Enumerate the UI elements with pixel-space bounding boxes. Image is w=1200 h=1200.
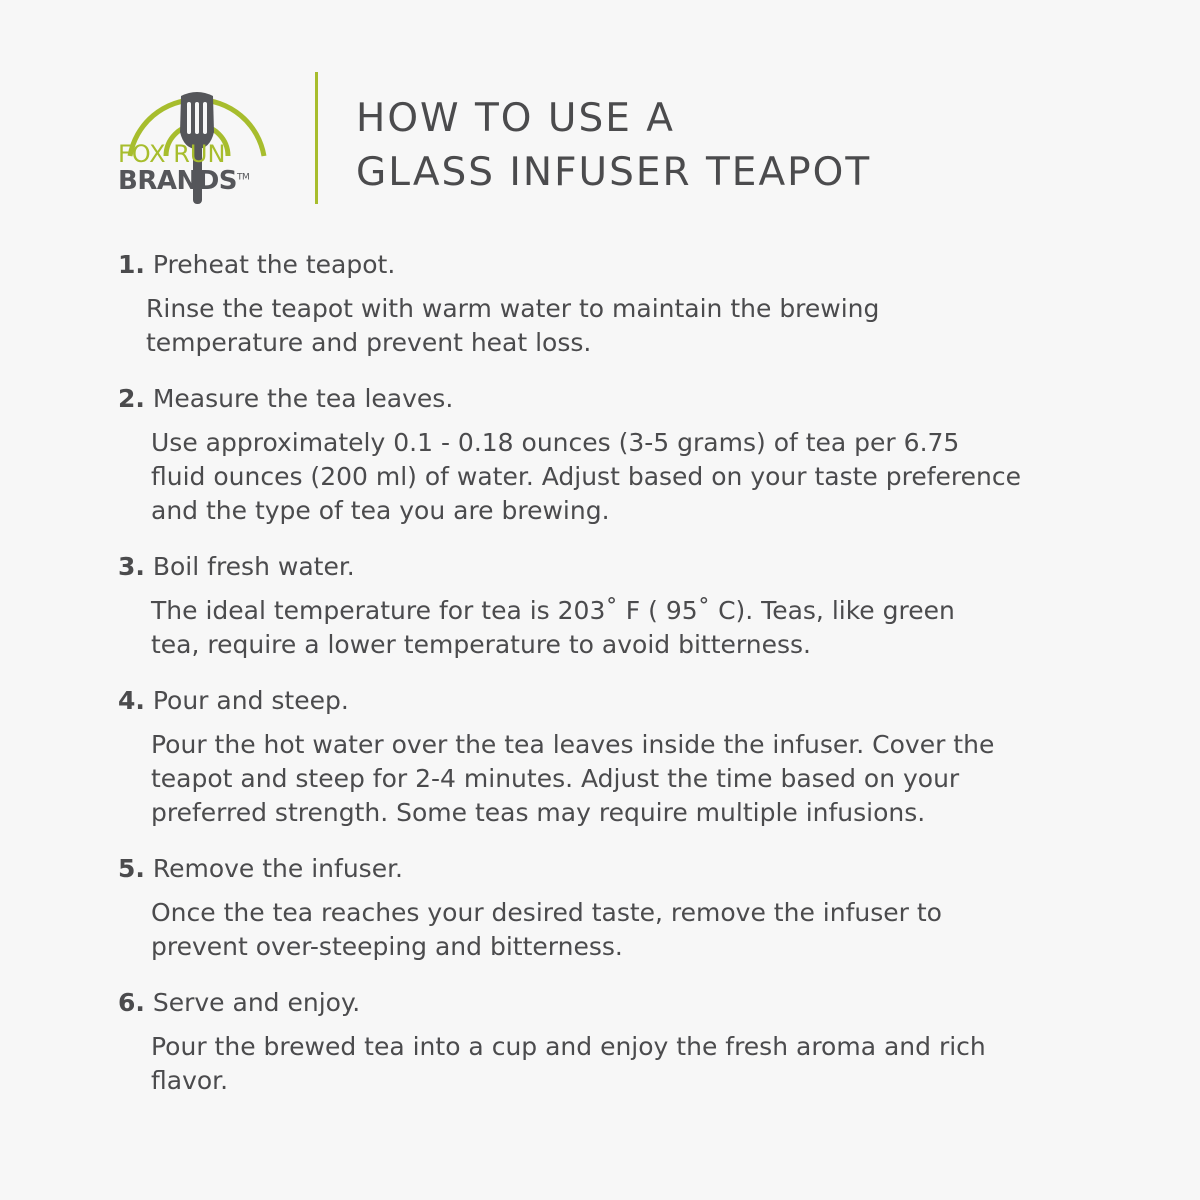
logo-text-brands: BRANDS™	[118, 166, 250, 196]
step-heading	[118, 986, 1068, 1020]
step-6	[118, 986, 1068, 1098]
step-description: Pour the brewed tea into a cup and enjoy the fresh aroma and rich flavor.	[151, 1032, 986, 1095]
step-number: 3.	[118, 552, 145, 581]
step-description: Rinse the teapot with warm water to maintain the brewing temperature and prevent heat loss.	[146, 294, 880, 357]
step-description: Use approximately 0.1 - 0.18 ounces (3-5 grams) of tea per 6.75 fluid ounces (200 ml) of water. Adjust based on your taste preference and the type of tea you are brewing.	[151, 428, 1021, 525]
step-description: The ideal temperature for tea is 203˚ F ( 95˚ C). Teas, like green tea, require a lower temperature to avoid bitterness.	[151, 596, 955, 659]
step-title: Serve and enjoy.	[152, 988, 361, 1017]
step-number: 1.	[118, 250, 145, 279]
step-title: Remove the infuser.	[152, 854, 404, 883]
step-number: 4.	[118, 686, 145, 715]
page-title-line-2: GLASS INFUSER TEAPOT	[356, 150, 872, 195]
step-description: Once the tea reaches your desired taste, remove the infuser to prevent over-steeping and bitterness.	[151, 898, 942, 961]
step-5	[118, 852, 1068, 964]
step-heading	[118, 852, 1068, 886]
step-heading	[118, 684, 1068, 718]
step-heading	[118, 550, 1068, 584]
fox-run-brands-logo	[112, 80, 282, 206]
page-title-line-1: HOW TO USE A	[356, 96, 675, 141]
header-divider	[315, 72, 318, 204]
step-title: Pour and steep.	[152, 686, 349, 715]
step-title: Measure the tea leaves.	[152, 384, 454, 413]
step-number: 2.	[118, 384, 145, 413]
step-heading	[118, 248, 1068, 282]
page-title	[356, 92, 871, 200]
step-number: 5.	[118, 854, 145, 883]
steps-list	[118, 248, 1068, 1120]
trademark: TM	[237, 172, 250, 183]
step-1	[118, 248, 1068, 360]
step-4	[118, 684, 1068, 830]
step-3	[118, 550, 1068, 662]
logo-text-fox-run: FOX RUN	[118, 140, 226, 168]
step-description: Pour the hot water over the tea leaves inside the infuser. Cover the teapot and steep for 2-4 minutes. Adjust the time based on your preferred strength. Some teas may require multiple infusions.	[151, 730, 995, 827]
step-heading	[118, 382, 1068, 416]
step-2	[118, 382, 1068, 528]
step-title: Boil fresh water.	[152, 552, 355, 581]
header	[112, 70, 1072, 206]
step-title: Preheat the teapot.	[152, 250, 396, 279]
step-number: 6.	[118, 988, 145, 1017]
